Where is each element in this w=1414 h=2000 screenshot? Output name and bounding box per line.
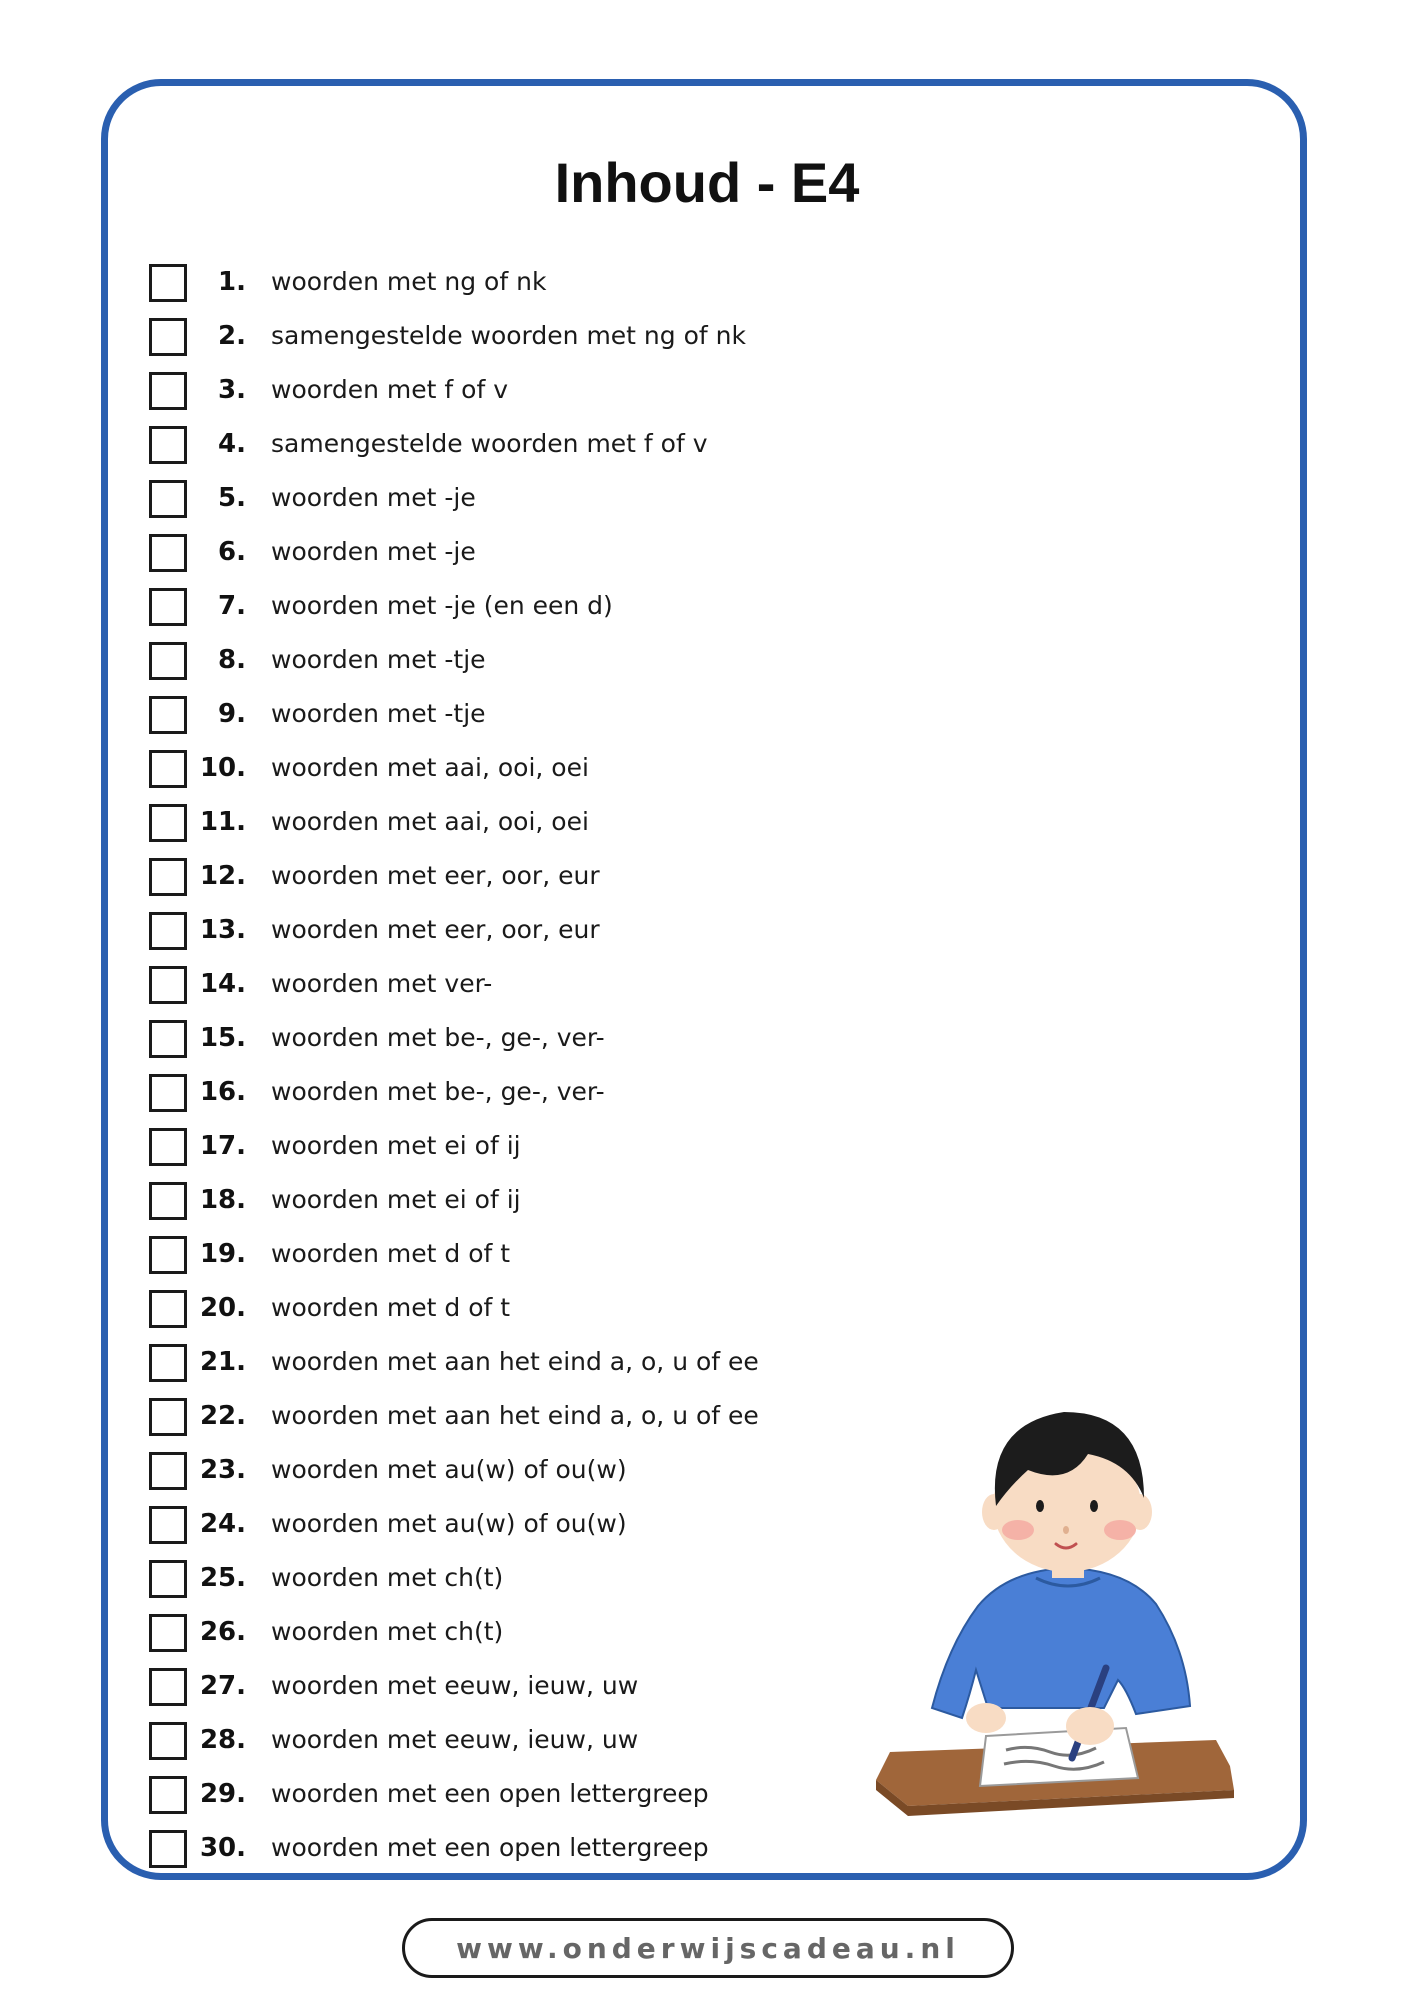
list-item xyxy=(0,911,1414,951)
item-label: woorden met f of v xyxy=(271,375,508,404)
list-item xyxy=(0,641,1414,681)
checkbox[interactable] xyxy=(149,264,187,302)
item-number: 10. xyxy=(199,753,246,783)
checkbox[interactable] xyxy=(149,426,187,464)
item-label: woorden met ch(t) xyxy=(271,1563,504,1592)
checkbox[interactable] xyxy=(149,858,187,896)
item-label: woorden met ei of ij xyxy=(271,1131,521,1160)
checkbox[interactable] xyxy=(149,1182,187,1220)
item-label: woorden met -je xyxy=(271,537,476,566)
checkbox[interactable] xyxy=(149,1668,187,1706)
checkbox[interactable] xyxy=(149,750,187,788)
item-label: woorden met ng of nk xyxy=(271,267,547,296)
list-item xyxy=(0,1073,1414,1113)
item-number: 14. xyxy=(199,969,246,999)
item-number: 26. xyxy=(199,1617,246,1647)
checkbox[interactable] xyxy=(149,372,187,410)
checkbox[interactable] xyxy=(149,966,187,1004)
list-item xyxy=(0,1235,1414,1275)
item-number: 7. xyxy=(218,591,246,621)
item-label: woorden met ver- xyxy=(271,969,493,998)
item-number: 25. xyxy=(199,1563,246,1593)
item-label: woorden met au(w) of ou(w) xyxy=(271,1455,627,1484)
item-number: 19. xyxy=(199,1239,246,1269)
checkbox[interactable] xyxy=(149,696,187,734)
item-number: 28. xyxy=(199,1725,246,1755)
checkbox[interactable] xyxy=(149,588,187,626)
item-label: woorden met eer, oor, eur xyxy=(271,861,600,890)
item-label: woorden met aan het eind a, o, u of ee xyxy=(271,1347,759,1376)
item-number: 16. xyxy=(199,1077,246,1107)
item-label: woorden met be-, ge-, ver- xyxy=(271,1023,605,1052)
item-label: woorden met een open lettergreep xyxy=(271,1779,709,1808)
item-label: woorden met eeuw, ieuw, uw xyxy=(271,1671,639,1700)
checkbox[interactable] xyxy=(149,1776,187,1814)
list-item xyxy=(0,533,1414,573)
child-writing-illustration xyxy=(868,1388,1268,1828)
checkbox[interactable] xyxy=(149,1344,187,1382)
list-item xyxy=(0,1343,1414,1383)
item-label: woorden met d of t xyxy=(271,1239,511,1268)
item-number: 22. xyxy=(199,1401,246,1431)
item-number: 24. xyxy=(199,1509,246,1539)
checkbox[interactable] xyxy=(149,1722,187,1760)
item-label: woorden met -tje xyxy=(271,699,486,728)
item-number: 6. xyxy=(218,537,246,567)
item-number: 8. xyxy=(218,645,246,675)
list-item xyxy=(0,1829,1414,1869)
checkbox[interactable] xyxy=(149,480,187,518)
list-item xyxy=(0,1127,1414,1167)
list-item xyxy=(0,317,1414,357)
checkbox[interactable] xyxy=(149,1830,187,1868)
list-item xyxy=(0,1181,1414,1221)
item-label: woorden met aan het eind a, o, u of ee xyxy=(271,1401,759,1430)
item-label: woorden met ch(t) xyxy=(271,1617,504,1646)
checkbox[interactable] xyxy=(149,1290,187,1328)
item-number: 15. xyxy=(199,1023,246,1053)
item-label: woorden met au(w) of ou(w) xyxy=(271,1509,627,1538)
item-label: woorden met eeuw, ieuw, uw xyxy=(271,1725,639,1754)
list-item xyxy=(0,965,1414,1005)
checkbox[interactable] xyxy=(149,1128,187,1166)
item-label: samengestelde woorden met f of v xyxy=(271,429,708,458)
list-item xyxy=(0,587,1414,627)
item-label: woorden met be-, ge-, ver- xyxy=(271,1077,605,1106)
checkbox[interactable] xyxy=(149,1074,187,1112)
checkbox[interactable] xyxy=(149,912,187,950)
checkbox[interactable] xyxy=(149,1236,187,1274)
item-number: 18. xyxy=(199,1185,246,1215)
list-item xyxy=(0,803,1414,843)
checkbox[interactable] xyxy=(149,804,187,842)
website-url: www.onderwijscadeau.nl xyxy=(456,1931,960,1965)
checkbox[interactable] xyxy=(149,534,187,572)
item-label: woorden met -tje xyxy=(271,645,486,674)
checkbox[interactable] xyxy=(149,1020,187,1058)
item-number: 2. xyxy=(218,321,246,351)
item-number: 27. xyxy=(199,1671,246,1701)
item-label: woorden met aai, ooi, oei xyxy=(271,753,589,782)
item-label: woorden met d of t xyxy=(271,1293,511,1322)
item-label: woorden met -je xyxy=(271,483,476,512)
item-number: 30. xyxy=(199,1833,246,1863)
list-item xyxy=(0,263,1414,303)
item-number: 4. xyxy=(218,429,246,459)
item-number: 1. xyxy=(218,267,246,297)
checkbox[interactable] xyxy=(149,1452,187,1490)
item-number: 20. xyxy=(199,1293,246,1323)
item-number: 11. xyxy=(199,807,246,837)
list-item xyxy=(0,695,1414,735)
website-link[interactable] xyxy=(402,1918,1014,1978)
checkbox[interactable] xyxy=(149,1614,187,1652)
item-number: 5. xyxy=(218,483,246,513)
item-label: woorden met -je (en een d) xyxy=(271,591,613,620)
checkbox[interactable] xyxy=(149,642,187,680)
checkbox[interactable] xyxy=(149,318,187,356)
item-number: 17. xyxy=(199,1131,246,1161)
list-item xyxy=(0,857,1414,897)
item-number: 9. xyxy=(218,699,246,729)
item-label: woorden met ei of ij xyxy=(271,1185,521,1214)
list-item xyxy=(0,479,1414,519)
item-label: samengestelde woorden met ng of nk xyxy=(271,321,746,350)
page-title: Inhoud - E4 xyxy=(554,151,860,214)
checkbox[interactable] xyxy=(149,1398,187,1436)
list-item xyxy=(0,425,1414,465)
checkbox[interactable] xyxy=(149,1506,187,1544)
item-number: 13. xyxy=(199,915,246,945)
item-number: 21. xyxy=(199,1347,246,1377)
list-item xyxy=(0,1289,1414,1329)
checkbox[interactable] xyxy=(149,1560,187,1598)
item-number: 23. xyxy=(199,1455,246,1485)
item-label: woorden met eer, oor, eur xyxy=(271,915,600,944)
list-item xyxy=(0,1019,1414,1059)
list-item xyxy=(0,371,1414,411)
item-number: 3. xyxy=(218,375,246,405)
item-number: 12. xyxy=(199,861,246,891)
item-label: woorden met een open lettergreep xyxy=(271,1833,709,1862)
list-item xyxy=(0,749,1414,789)
item-number: 29. xyxy=(199,1779,246,1809)
item-label: woorden met aai, ooi, oei xyxy=(271,807,589,836)
